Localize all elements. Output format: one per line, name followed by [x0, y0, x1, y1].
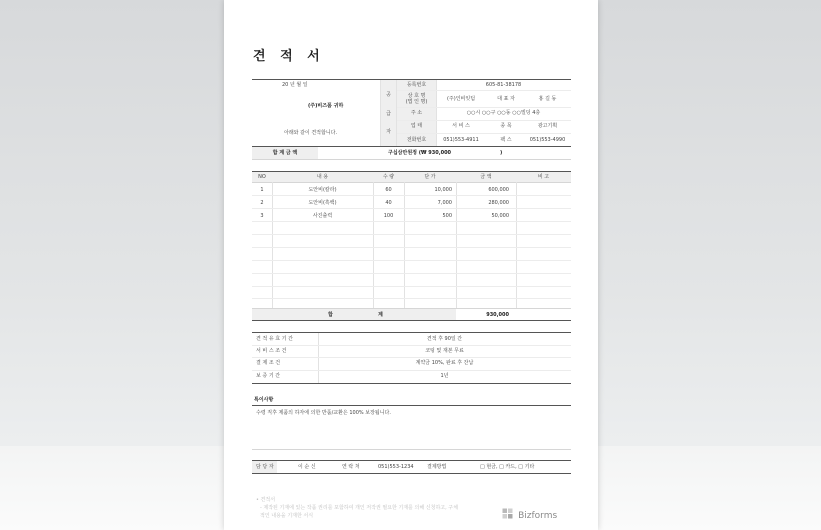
phone-label: 전화번호	[406, 137, 427, 143]
table-row-2-qty: 40	[385, 200, 392, 206]
col-header-price: 단 가	[424, 174, 436, 180]
condition-label-warranty: 보 증 기 간	[256, 373, 281, 379]
reg-number-label: 등록번호	[406, 82, 427, 88]
reg-number-value: 605-81-38178	[485, 82, 522, 88]
recipient: (주)비즈폼 귀하	[308, 103, 344, 109]
business-type-label: 업 태	[410, 123, 423, 129]
intro-text: 아래와 같이 견적합니다.	[284, 130, 338, 136]
supplier-label-2: 급	[386, 111, 391, 117]
payment-method-label: 결제방법	[427, 464, 447, 470]
phone-value: 051)553-4911	[443, 137, 479, 143]
table-row-1-amount: 600,000	[488, 187, 509, 193]
total-amount-label: 합 계 금 액	[272, 150, 298, 156]
supplier-label-1: 공	[386, 92, 391, 98]
estimate-document	[224, 0, 598, 530]
condition-value-warranty: 1년	[440, 373, 449, 379]
col-header-qty: 수 량	[382, 174, 395, 180]
total-amount-text: 구십삼만원정 (₩ 930,000	[388, 150, 452, 156]
footnote-line-1: • 견적서	[256, 497, 276, 503]
supplier-label-3: 자	[386, 129, 391, 135]
date-field: 20 년 월 일	[282, 82, 308, 88]
address-value: ○○시 ○○구 ○○동 ○○빌딩 4층	[466, 110, 541, 116]
fax-label: 팩 스	[500, 137, 512, 143]
table-row-1-desc: 도안비(칼라)	[308, 187, 337, 193]
notes-text: 수령 직후 제품의 하자에 의한 반품/교환은 100% 보장됩니다.	[256, 410, 391, 416]
table-row-2-no: 2	[260, 200, 264, 206]
table-row-1-price: 10,000	[434, 187, 452, 193]
contact-manager-label: 담 당 자	[256, 464, 274, 470]
sum-label-1: 합	[328, 312, 333, 318]
col-header-note: 비 고	[537, 174, 550, 180]
table-row-2-desc: 도안비(흑백)	[308, 200, 337, 206]
col-header-no: NO	[258, 174, 266, 180]
condition-label-payment: 결 제 조 건	[256, 360, 281, 366]
fax-value: 051)553-4990	[529, 137, 566, 143]
condition-label-validity: 견 적 유 효 기 간	[256, 336, 293, 342]
payment-method-options[interactable]: □ 현금, □ 카드, □ 기타	[480, 464, 535, 470]
notes-heading: 특이사항	[254, 397, 274, 403]
condition-value-service: 코팅 및 재본 무료	[425, 348, 464, 354]
condition-label-service: 서 비 스 조 건	[256, 348, 287, 354]
col-header-amount: 금 액	[480, 174, 492, 180]
bizforms-logo-text: Bizforms	[518, 511, 558, 521]
contact-phone-value: 051)553-1234	[378, 464, 414, 470]
bizforms-logo	[502, 503, 557, 522]
table-row-1-qty: 60	[385, 187, 392, 193]
company-value: (주)인비잇텀	[446, 96, 476, 102]
total-amount-close: )	[500, 150, 503, 156]
table-row-3-amount: 50,000	[491, 213, 509, 219]
table-row-2-amount: 280,000	[488, 200, 509, 206]
business-type-value: 서 비 스	[452, 123, 470, 129]
table-row-3-qty: 100	[383, 213, 394, 219]
table-row-3-no: 3	[260, 213, 264, 219]
table-row-2-price: 7,000	[437, 200, 452, 206]
address-label: 주 소	[410, 110, 423, 116]
contact-manager-value: 이 순 신	[298, 464, 316, 470]
footnote-line-3: 적인 내용을 기재한 서식	[260, 513, 314, 519]
table-row-3-price: 500	[442, 213, 452, 219]
ceo-label: 대 표 자	[497, 96, 515, 102]
business-item-label: 종 목	[500, 123, 512, 129]
col-header-desc: 내 용	[316, 174, 329, 180]
sum-label-2: 계	[378, 312, 383, 318]
table-row-3-desc: 사진출력	[312, 213, 333, 219]
document-title: 견 적 서	[253, 49, 325, 64]
sum-value: 930,000	[486, 312, 509, 318]
condition-value-payment: 계약금 10%, 완료 후 잔납	[415, 360, 474, 366]
condition-value-validity: 견적 후 90일 간	[426, 336, 463, 342]
ceo-value: 홍 길 동	[538, 96, 557, 102]
contact-phone-label: 연 락 처	[342, 464, 360, 470]
footnote-line-2: - 제작된 기재에 있는 작품 권리를 포함하여 개인 저작권 필요한 기재를 의해 신청하고, 구체	[260, 505, 458, 511]
business-item-value: 광고기획	[537, 123, 558, 129]
bizforms-logo-icon	[502, 508, 513, 519]
table-row-1-no: 1	[260, 187, 264, 193]
company-label: 상 호 명 (법 인 명)	[405, 93, 428, 105]
